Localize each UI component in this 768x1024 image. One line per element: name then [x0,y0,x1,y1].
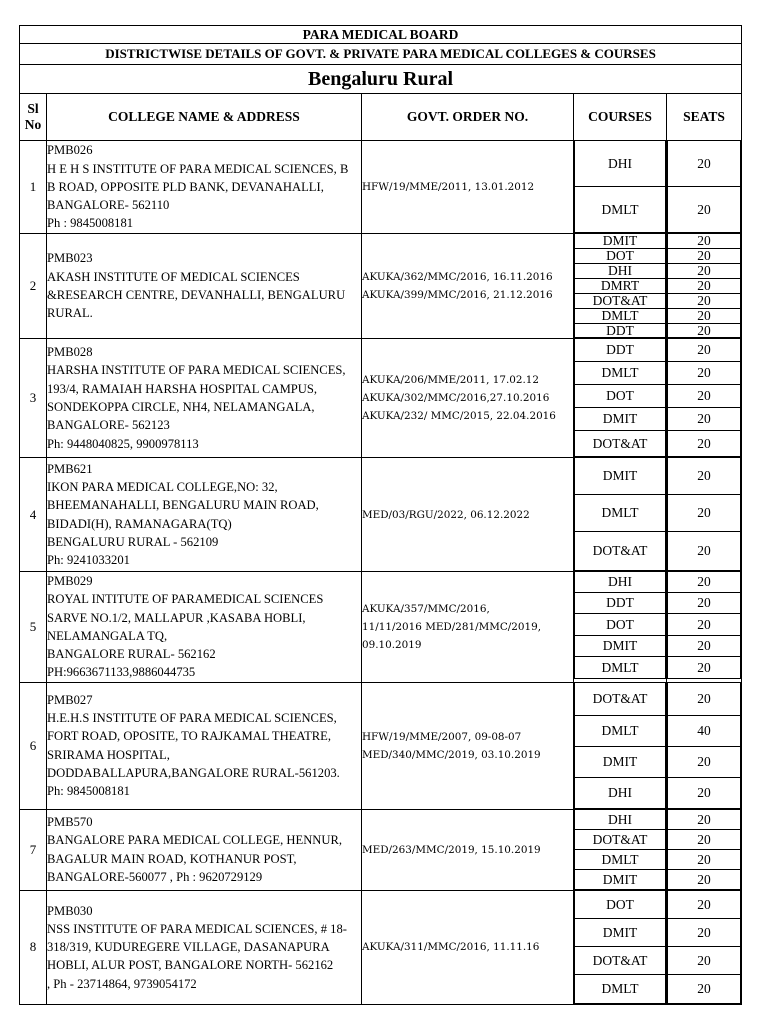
course-name: DMLT [575,187,666,233]
govt-order-number [362,234,574,339]
college-address-line: BANGALORE PARA MEDICAL COLLEGE, HENNUR, [47,833,343,848]
board-title: PARA MEDICAL BOARD [20,26,742,44]
college-name-address [47,572,362,683]
course-name: DOT&AT [575,431,666,457]
column-header-seats: SEATS [667,94,742,141]
college-address-line: BHEEMANAHALLI, BENGALURU MAIN ROAD, [47,498,319,513]
seat-count: 20 [668,532,741,571]
govt-order-number [362,458,574,572]
courses-cell [574,339,667,458]
seat-count: 20 [668,683,741,716]
seat-count: 20 [668,657,741,679]
college-address-line: &RESEARCH CENTRE, DEVANHALLI, BENGALURU [47,288,346,302]
course-name: DDT [575,339,666,362]
courses-cell [574,809,667,890]
college-address-line: HOBLI, ALUR POST, BANGALORE NORTH- 562162 [47,958,334,973]
course-name: DHI [575,264,666,279]
serial-number: 5 [20,572,47,683]
seat-count: 20 [668,946,741,974]
column-header-order: GOVT. ORDER NO. [362,94,574,141]
seats-cell [667,339,742,458]
seat-count: 20 [668,362,741,385]
govt-order-line: 11/11/2016 MED/281/MMC/2019, [362,620,542,633]
seat-count: 20 [668,495,741,532]
course-name: DMIT [575,869,666,889]
table-row [20,809,742,890]
college-address-line: Ph: 9845008181 [47,784,130,799]
college-address-line: PMB029 [47,574,93,588]
college-name-address [47,141,362,234]
course-name: DMLT [575,715,666,746]
seat-count: 20 [668,279,741,294]
colleges-table [19,25,742,1005]
column-header-sl: Sl No [20,94,47,141]
course-name: DMIT [575,408,666,431]
course-name: DOT&AT [575,829,666,849]
serial-number: 1 [20,141,47,234]
college-address-line: H.E.H.S INSTITUTE OF PARA MEDICAL SCIENCES, [47,711,337,726]
course-name: DMIT [575,636,666,657]
college-address-line: SRIRAMA HOSPITAL, [47,747,170,762]
serial-number: 6 [20,682,47,809]
govt-order-number [362,682,574,809]
govt-order-line: AKUKA/311/MMC/2016, 11.11.16 [362,941,540,954]
college-name-address [47,890,362,1004]
seat-count: 20 [668,891,741,919]
college-address-line: SONDEKOPPA CIRCLE, NH4, NELAMANGALA, [47,400,315,414]
table-row [20,572,742,683]
seats-cell [667,458,742,572]
college-name-address [47,682,362,809]
seat-count: 20 [668,249,741,264]
seat-count: 20 [668,294,741,309]
course-name: DMLT [575,974,666,1003]
seat-count: 20 [668,869,741,889]
college-address-line: IKON PARA MEDICAL COLLEGE,NO: 32, [47,479,278,494]
govt-order-line: AKUKA/362/MMC/2016, 16.11.2016 [362,271,553,283]
courses-cell [574,572,667,683]
table-row [20,458,742,572]
course-name: DOT [575,891,666,919]
seat-count: 20 [668,974,741,1003]
college-address-line: BANGALORE-560077 , Ph : 9620729129 [47,870,263,885]
college-address-line: RURAL. [47,306,93,321]
courses-cell [574,234,667,339]
seat-count: 20 [668,777,741,808]
course-name: DOT&AT [575,683,666,716]
course-name: DHI [575,572,666,593]
seat-count: 20 [668,234,741,249]
college-address-line: PMB027 [47,692,93,707]
serial-number: 4 [20,458,47,572]
seat-count: 20 [668,572,741,593]
college-name-address [47,458,362,572]
course-name: DOT&AT [575,946,666,974]
govt-order-line: HFW/19/MME/2011, 13.01.2012 [362,181,535,193]
govt-order-line: AKUKA/357/MMC/2016, [362,602,490,615]
college-address-line: , Ph - 23714864, 9739054172 [47,976,197,991]
govt-order-number [362,572,574,683]
serial-number: 2 [20,234,47,339]
course-name: DMLT [575,849,666,869]
seats-cell [667,572,742,683]
govt-order-line: AKUKA/232/ MMC/2015, 22.04.2016 [362,410,556,422]
college-address-line: PMB570 [47,815,93,830]
seats-cell [667,682,742,809]
college-address-line: PMB023 [47,251,93,266]
college-address-line: BAGALUR MAIN ROAD, KOTHANUR POST, [47,851,297,866]
course-name: DMIT [575,234,666,249]
college-address-line: PMB026 [47,143,93,158]
table-row [20,682,742,809]
college-address-line: NSS INSTITUTE OF PARA MEDICAL SCIENCES, # 18- [47,921,347,936]
seat-count: 20 [668,614,741,636]
govt-order-line: MED/263/MMC/2019, 15.10.2019 [362,843,541,856]
course-name: DHI [575,810,666,830]
course-name: DDT [575,593,666,614]
serial-number: 7 [20,809,47,890]
course-name: DMIT [575,918,666,946]
table-row [20,339,742,458]
college-address-line: BENGALURU RURAL - 562109 [47,534,219,549]
serial-number: 8 [20,890,47,1004]
table-row [20,234,742,339]
course-name: DMLT [575,495,666,532]
seats-cell [667,141,742,234]
course-name: DOT [575,249,666,264]
courses-cell [574,890,667,1004]
college-name-address [47,339,362,458]
college-address-line: PH:9663671133,9886044735 [47,665,196,680]
seat-count: 20 [668,324,741,338]
seat-count: 20 [668,187,741,233]
seat-count: 20 [668,829,741,849]
seat-count: 20 [668,636,741,657]
seat-count: 20 [668,458,741,495]
course-name: DOT&AT [575,532,666,571]
college-address-line: BANGALORE RURAL- 562162 [47,647,216,662]
column-header-college: COLLEGE NAME & ADDRESS [47,94,362,141]
govt-order-line: HFW/19/MME/2007, 09-08-07 [362,730,522,743]
column-header-courses: COURSES [574,94,667,141]
course-name: DOT [575,614,666,636]
seat-count: 20 [668,746,741,777]
college-address-line: B ROAD, OPPOSITE PLD BANK, DEVANAHALLI, [47,179,324,194]
seat-count: 20 [668,593,741,614]
course-name: DHI [575,141,666,187]
seat-count: 40 [668,715,741,746]
seat-count: 20 [668,408,741,431]
college-address-line: HARSHA INSTITUTE OF PARA MEDICAL SCIENCES, [47,363,346,378]
document-subtitle: DISTRICTWISE DETAILS OF GOVT. & PRIVATE PARA MEDICAL COLLEGES & COURSES [20,44,742,65]
college-address-line: Ph: 9241033201 [47,553,130,568]
college-address-line: SARVE NO.1/2, MALLAPUR ,KASABA HOBLI, [47,610,306,625]
seat-count: 20 [668,849,741,869]
seats-cell [667,234,742,339]
seat-count: 20 [668,141,741,187]
course-name: DDT [575,324,666,338]
college-name-address [47,809,362,890]
college-address-line: 193/4, RAMAIAH HARSHA HOSPITAL CAMPUS, [47,381,318,396]
college-address-line: FORT ROAD, OPOSITE, TO RAJKAMAL THEATRE, [47,729,332,744]
college-address-line: Ph : 9845008181 [47,216,134,231]
govt-order-number [362,339,574,458]
serial-number: 3 [20,339,47,458]
seat-count: 20 [668,309,741,324]
district-title: Bengaluru Rural [20,65,742,94]
courses-cell [574,682,667,809]
table-row [20,141,742,234]
college-address-line: PMB621 [47,461,93,476]
govt-order-number [362,141,574,234]
seat-count: 20 [668,385,741,408]
seats-cell [667,809,742,890]
course-name: DMLT [575,362,666,385]
seat-count: 20 [668,339,741,362]
seat-count: 20 [668,431,741,457]
seat-count: 20 [668,918,741,946]
govt-order-line: AKUKA/302/MMC/2016,27.10.2016 [362,392,550,404]
college-address-line: BANGALORE- 562123 [47,418,170,433]
courses-cell [574,458,667,572]
college-address-line: NELAMANGALA TQ, [47,628,168,643]
govt-order-line: AKUKA/399/MMC/2016, 21.12.2016 [362,289,553,301]
seats-cell [667,890,742,1004]
course-name: DMRT [575,279,666,294]
college-address-line: H E H S INSTITUTE OF PARA MEDICAL SCIENCES, B [47,161,349,176]
college-address-line: Ph: 9448040825, 9900978113 [47,436,199,451]
course-name: DOT [575,385,666,408]
course-name: DMIT [575,458,666,495]
course-name: DHI [575,777,666,808]
college-address-line: AKASH INSTITUTE OF MEDICAL SCIENCES [47,269,300,284]
course-name: DMLT [575,657,666,679]
govt-order-line: 09.10.2019 [362,638,422,651]
college-address-line: BANGALORE- 562110 [47,198,170,213]
column-header-row [20,94,742,141]
college-address-line: ROYAL INTITUTE OF PARAMEDICAL SCIENCES [47,592,324,607]
govt-order-line: AKUKA/206/MME/2011, 17.02.12 [362,374,540,386]
college-name-address [47,234,362,339]
govt-order-line: MED/03/RGU/2022, 06.12.2022 [362,508,530,521]
course-name: DOT&AT [575,294,666,309]
college-address-line: 318/319, KUDUREGERE VILLAGE, DASANAPURA [47,940,330,955]
seat-count: 20 [668,264,741,279]
course-name: DMIT [575,746,666,777]
college-address-line: DODDABALLAPURA,BANGALORE RURAL-561203. [47,766,340,781]
govt-order-line: MED/340/MMC/2019, 03.10.2019 [362,748,541,761]
courses-cell [574,141,667,234]
seat-count: 20 [668,810,741,830]
table-row [20,890,742,1004]
college-address-line: BIDADI(H), RAMANAGARA(TQ) [47,516,232,531]
govt-order-number [362,809,574,890]
course-name: DMLT [575,309,666,324]
college-address-line: PMB030 [47,903,93,918]
college-address-line: PMB028 [47,345,93,360]
govt-order-number [362,890,574,1004]
